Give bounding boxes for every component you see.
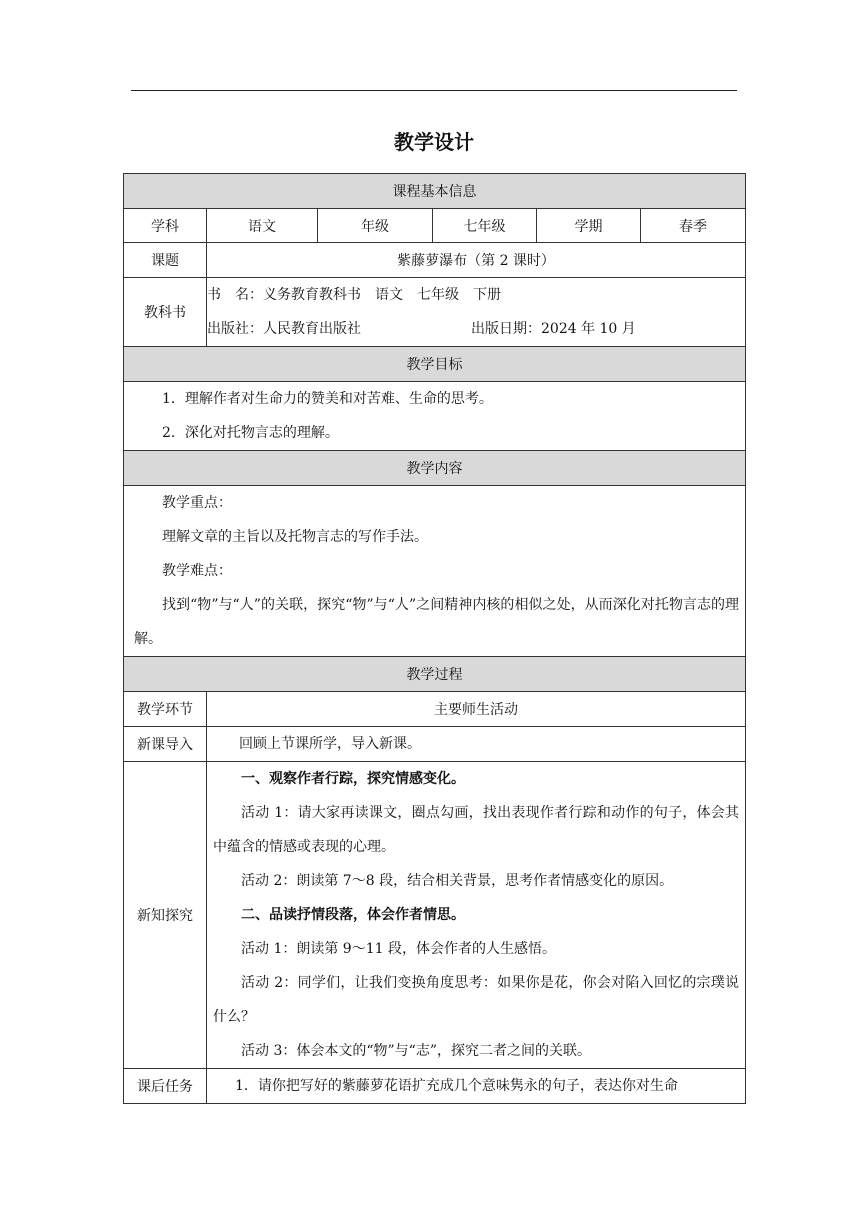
intro-text: 回顾上节课所学，导入新课。 (239, 736, 421, 752)
publisher-prefix: 出版社： (207, 321, 263, 337)
subject-label: 学科 (124, 209, 207, 243)
key-point-label: 教学重点： (162, 495, 232, 511)
book-subject: 语文 (375, 287, 403, 303)
intro-stage-text (207, 727, 746, 762)
textbook-label: 教科书 (124, 278, 207, 347)
difficulty-text: 找到“物”与“人”的关联，探究“物”与“人”之间精神内核的相似之处，从而深化对托物言志的理解。 (134, 597, 740, 647)
intro-stage-label: 新课导入 (124, 727, 207, 762)
explore-activity: 活动 2：同学们，让我们变换角度思考：如果你是花，你会对陷入回忆的宗璞说什么？ (213, 975, 740, 1025)
explore-stage-label: 新知探究 (124, 762, 207, 1069)
process-col-activities: 主要师生活动 (207, 692, 746, 727)
explore-activity: 活动 1：朗读第 9～11 段，体会作者的人生感悟。 (241, 941, 556, 957)
topic-value: 紫藤萝瀑布（第 2 课时） (207, 243, 746, 278)
content-body (124, 486, 746, 657)
pub-date: 2024 年 10 月 (541, 321, 636, 337)
explore-activity: 活动 1：请大家再读课文，圈点勾画，找出表现作者行踪和动作的句子，体会其中蕴含的情感或表现的心理。 (213, 805, 740, 855)
textbook-info (207, 278, 746, 347)
document-title: 教学设计 (394, 130, 474, 154)
book-name-line (207, 278, 745, 312)
explore-activities (207, 762, 746, 1069)
book-volume: 下册 (473, 287, 501, 303)
lesson-plan-table (123, 173, 746, 1104)
term-label: 学期 (537, 209, 641, 243)
publisher: 人民教育出版社 (263, 321, 361, 337)
topic-label: 课题 (124, 243, 207, 278)
section-content-header: 教学内容 (124, 451, 746, 486)
publisher-line (207, 312, 745, 346)
subject-value: 语文 (207, 209, 318, 243)
explore-activity: 活动 3：体会本文的“物”与“志”，探究二者之间的关联。 (241, 1043, 591, 1059)
objective-item: 1．理解作者对生命力的赞美和对苦难、生命的思考。 (162, 391, 493, 407)
section-basic-info-header: 课程基本信息 (124, 174, 746, 209)
term-value: 春季 (641, 209, 746, 243)
explore-heading-2: 二、品读抒情段落，体会作者情思。 (241, 907, 465, 923)
grade-value: 七年级 (433, 209, 537, 243)
after-class-label: 课后任务 (124, 1069, 207, 1104)
explore-activity: 活动 2：朗读第 7～8 段，结合相关背景，思考作者情感变化的原因。 (241, 873, 674, 889)
difficulty-label: 教学难点： (162, 563, 232, 579)
process-col-stage: 教学环节 (124, 692, 207, 727)
objectives-list (124, 382, 746, 451)
after-class-task (207, 1069, 746, 1104)
header-rule (131, 90, 737, 91)
explore-heading-1: 一、观察作者行踪，探究情感变化。 (241, 771, 465, 787)
pub-date-prefix: 出版日期： (471, 321, 541, 337)
grade-label: 年级 (318, 209, 433, 243)
section-process-header: 教学过程 (124, 657, 746, 692)
section-objectives-header: 教学目标 (124, 347, 746, 382)
book-grade: 七年级 (417, 287, 459, 303)
after-class-text: 1．请你把写好的紫藤萝花语扩充成几个意味隽永的句子，表达你对生命 (235, 1078, 678, 1094)
book-prefix: 书 名： (207, 287, 263, 303)
key-point-text: 理解文章的主旨以及托物言志的写作手法。 (162, 529, 428, 545)
objective-item: 2．深化对托物言志的理解。 (162, 425, 339, 441)
book-name: 义务教育教科书 (263, 287, 361, 303)
